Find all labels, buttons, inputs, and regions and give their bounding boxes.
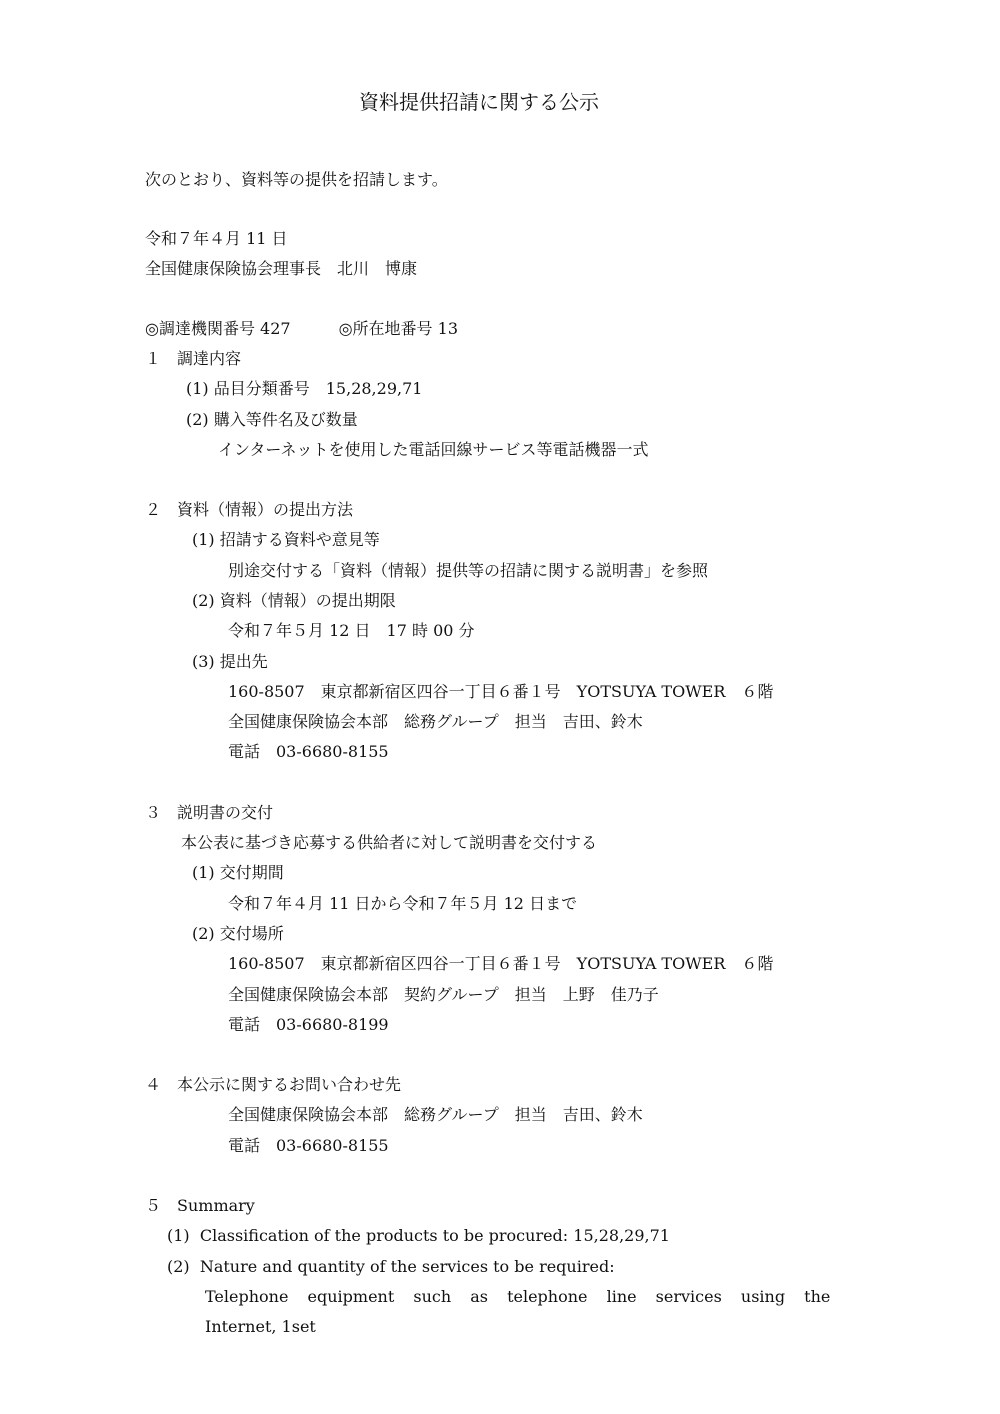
section-2-item-3: (3) 提出先 <box>192 652 268 671</box>
intro-text: 次のとおり、資料等の提供を招請します。 <box>145 170 448 189</box>
section-3-intro: 本公表に基づき応募する供給者に対して説明書を交付する <box>181 833 598 852</box>
procurement-codes: ◎調達機関番号 427 ◎所在地番号 13 <box>145 319 458 338</box>
section-5-item-2-line-1: Telephone equipment such as telephone line services using the <box>205 1287 831 1306</box>
section-3-department: 全国健康保険協会本部 契約グループ 担当 上野 佳乃子 <box>228 985 659 1004</box>
section-3-phone: 電話 03-6680-8199 <box>228 1015 389 1034</box>
section-3-item-1-text: 令和７年４月 11 日から令和７年５月 12 日まで <box>228 894 578 913</box>
section-3-address: 160-8507 東京都新宿区四谷一丁目６番１号 YOTSUYA TOWER ６階 <box>228 954 774 973</box>
section-5-heading: ５ Summary <box>145 1196 255 1215</box>
section-1-item-2-text: インターネットを使用した電話回線サービス等電話機器一式 <box>218 440 649 459</box>
section-4-department: 全国健康保険協会本部 総務グループ 担当 吉田、鈴木 <box>228 1105 643 1124</box>
notice-date: 令和７年４月 11 日 <box>145 229 288 248</box>
section-5-item-2-line-2: Internet, 1set <box>205 1317 316 1336</box>
section-2-item-2: (2) 資料（情報）の提出期限 <box>192 591 396 610</box>
section-2-phone: 電話 03-6680-8155 <box>228 742 389 761</box>
section-2-address: 160-8507 東京都新宿区四谷一丁目６番１号 YOTSUYA TOWER ６階 <box>228 682 774 701</box>
section-2-item-1-text: 別途交付する「資料（情報）提供等の招請に関する説明書」を参照 <box>228 561 709 580</box>
section-3-item-1: (1) 交付期間 <box>192 863 284 882</box>
section-1-heading: １ 調達内容 <box>145 349 242 368</box>
section-4-heading: ４ 本公示に関するお問い合わせ先 <box>145 1075 402 1094</box>
page-title: 資料提供招請に関する公示 <box>359 90 599 114</box>
section-3-item-2: (2) 交付場所 <box>192 924 284 943</box>
section-4-phone: 電話 03-6680-8155 <box>228 1136 389 1155</box>
section-2-heading: ２ 資料（情報）の提出方法 <box>145 500 354 519</box>
section-5-item-1: (1) Classification of the products to be procured: 15,28,29,71 <box>167 1226 670 1245</box>
section-5-item-2: (2) Nature and quantity of the services to be required: <box>167 1257 615 1276</box>
section-1-item-1: (1) 品目分類番号 15,28,29,71 <box>186 379 423 398</box>
section-2-department: 全国健康保険協会本部 総務グループ 担当 吉田、鈴木 <box>228 712 643 731</box>
section-2-item-1: (1) 招請する資料や意見等 <box>192 530 380 549</box>
issuer-name: 全国健康保険協会理事長 北川 博康 <box>145 259 418 278</box>
section-3-heading: ３ 説明書の交付 <box>145 803 274 822</box>
section-1-item-2: (2) 購入等件名及び数量 <box>186 410 358 429</box>
section-2-item-2-text: 令和７年５月 12 日 17 時 00 分 <box>228 621 475 640</box>
